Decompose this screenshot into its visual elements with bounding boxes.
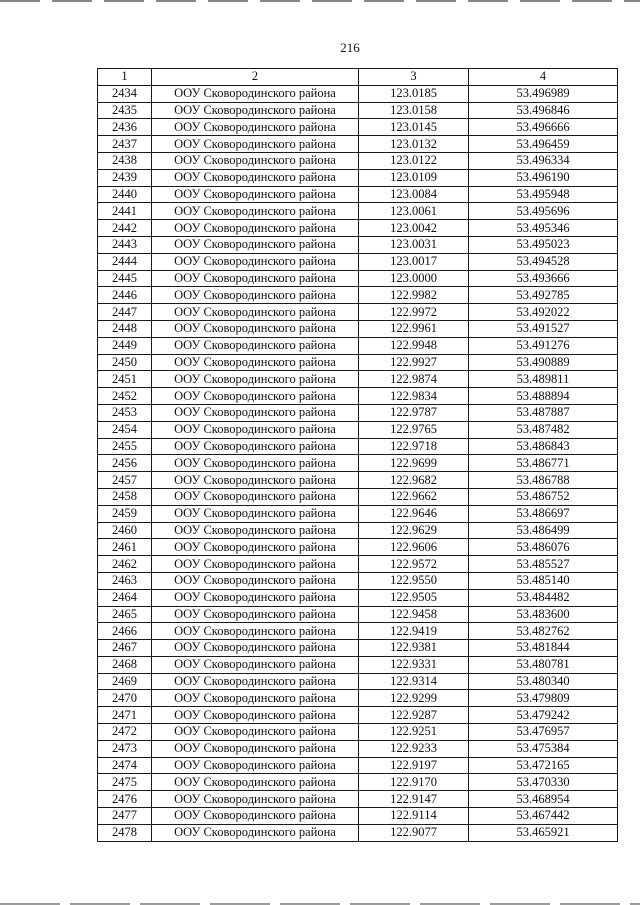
- table-row: [98, 220, 618, 237]
- table-row: [98, 757, 618, 774]
- territory-cell: ООУ Сковородинского района: [152, 673, 359, 690]
- table-row: [98, 455, 618, 472]
- table-row: [98, 724, 618, 741]
- territory-cell: ООУ Сковородинского района: [152, 438, 359, 455]
- longitude-cell: 122.9662: [359, 488, 469, 505]
- latitude-cell: 53.486752: [469, 488, 618, 505]
- latitude-cell: 53.485140: [469, 572, 618, 589]
- table-row: [98, 673, 618, 690]
- longitude-cell: 123.0017: [359, 253, 469, 270]
- table-row: [98, 270, 618, 287]
- table-row: [98, 438, 618, 455]
- longitude-cell: 123.0000: [359, 270, 469, 287]
- territory-cell: ООУ Сковородинского района: [152, 119, 359, 136]
- territory-cell: ООУ Сковородинского района: [152, 455, 359, 472]
- territory-cell: ООУ Сковородинского района: [152, 388, 359, 405]
- latitude-cell: 53.491276: [469, 337, 618, 354]
- latitude-cell: 53.487887: [469, 404, 618, 421]
- table-row: [98, 656, 618, 673]
- table-row: [98, 707, 618, 724]
- longitude-cell: 122.9629: [359, 522, 469, 539]
- longitude-cell: 122.9972: [359, 304, 469, 321]
- point-number-cell: 2434: [98, 85, 152, 102]
- point-number-cell: 2437: [98, 136, 152, 153]
- latitude-cell: 53.487482: [469, 421, 618, 438]
- table-row: [98, 505, 618, 522]
- longitude-cell: 122.9458: [359, 606, 469, 623]
- longitude-cell: 122.9948: [359, 337, 469, 354]
- point-number-cell: 2436: [98, 119, 152, 136]
- table-row: [98, 152, 618, 169]
- territory-cell: ООУ Сковородинского района: [152, 690, 359, 707]
- table-row: [98, 421, 618, 438]
- territory-cell: ООУ Сковородинского района: [152, 774, 359, 791]
- point-number-cell: 2435: [98, 102, 152, 119]
- longitude-cell: 122.9982: [359, 287, 469, 304]
- point-number-cell: 2460: [98, 522, 152, 539]
- latitude-cell: 53.484482: [469, 589, 618, 606]
- table-row: [98, 623, 618, 640]
- longitude-cell: 123.0132: [359, 136, 469, 153]
- table-row: [98, 304, 618, 321]
- longitude-cell: 122.9419: [359, 623, 469, 640]
- latitude-cell: 53.488894: [469, 388, 618, 405]
- longitude-cell: 122.9718: [359, 438, 469, 455]
- table-header-row: [98, 69, 618, 86]
- point-number-cell: 2451: [98, 371, 152, 388]
- longitude-cell: 123.0031: [359, 236, 469, 253]
- point-number-cell: 2475: [98, 774, 152, 791]
- longitude-cell: 122.9287: [359, 707, 469, 724]
- territory-cell: ООУ Сковородинского района: [152, 724, 359, 741]
- latitude-cell: 53.479242: [469, 707, 618, 724]
- longitude-cell: 123.0042: [359, 220, 469, 237]
- longitude-cell: 122.9787: [359, 404, 469, 421]
- longitude-cell: 122.9381: [359, 640, 469, 657]
- point-number-cell: 2458: [98, 488, 152, 505]
- table-row: [98, 253, 618, 270]
- territory-cell: ООУ Сковородинского района: [152, 270, 359, 287]
- point-number-cell: 2444: [98, 253, 152, 270]
- longitude-cell: 122.9197: [359, 757, 469, 774]
- longitude-cell: 122.9114: [359, 808, 469, 825]
- table-row: [98, 119, 618, 136]
- territory-cell: ООУ Сковородинского района: [152, 320, 359, 337]
- table-row: [98, 203, 618, 220]
- territory-cell: ООУ Сковородинского района: [152, 808, 359, 825]
- point-number-cell: 2443: [98, 236, 152, 253]
- point-number-cell: 2466: [98, 623, 152, 640]
- latitude-cell: 53.482762: [469, 623, 618, 640]
- point-number-cell: 2467: [98, 640, 152, 657]
- point-number-cell: 2457: [98, 472, 152, 489]
- table-row: [98, 85, 618, 102]
- point-number-cell: 2448: [98, 320, 152, 337]
- latitude-cell: 53.490889: [469, 354, 618, 371]
- point-number-cell: 2453: [98, 404, 152, 421]
- table-row: [98, 371, 618, 388]
- longitude-cell: 122.9572: [359, 556, 469, 573]
- territory-cell: ООУ Сковородинского района: [152, 287, 359, 304]
- table-row: [98, 354, 618, 371]
- latitude-cell: 53.476957: [469, 724, 618, 741]
- latitude-cell: 53.480340: [469, 673, 618, 690]
- latitude-cell: 53.495023: [469, 236, 618, 253]
- column-header-2: 2: [152, 69, 359, 86]
- point-number-cell: 2471: [98, 707, 152, 724]
- table-row: [98, 102, 618, 119]
- territory-cell: ООУ Сковородинского района: [152, 791, 359, 808]
- latitude-cell: 53.489811: [469, 371, 618, 388]
- table-row: [98, 236, 618, 253]
- coordinates-table: [97, 68, 618, 842]
- longitude-cell: 122.9874: [359, 371, 469, 388]
- point-number-cell: 2476: [98, 791, 152, 808]
- point-number-cell: 2472: [98, 724, 152, 741]
- point-number-cell: 2477: [98, 808, 152, 825]
- longitude-cell: 123.0061: [359, 203, 469, 220]
- longitude-cell: 122.9233: [359, 740, 469, 757]
- point-number-cell: 2459: [98, 505, 152, 522]
- point-number-cell: 2455: [98, 438, 152, 455]
- latitude-cell: 53.495346: [469, 220, 618, 237]
- latitude-cell: 53.496459: [469, 136, 618, 153]
- table-row: [98, 169, 618, 186]
- table-row: [98, 774, 618, 791]
- table-row: [98, 186, 618, 203]
- territory-cell: ООУ Сковородинского района: [152, 707, 359, 724]
- point-number-cell: 2464: [98, 589, 152, 606]
- territory-cell: ООУ Сковородинского района: [152, 253, 359, 270]
- territory-cell: ООУ Сковородинского района: [152, 572, 359, 589]
- table-row: [98, 740, 618, 757]
- latitude-cell: 53.486697: [469, 505, 618, 522]
- point-number-cell: 2440: [98, 186, 152, 203]
- table-row: [98, 337, 618, 354]
- page-number: 216: [340, 40, 360, 55]
- latitude-cell: 53.468954: [469, 791, 618, 808]
- point-number-cell: 2450: [98, 354, 152, 371]
- latitude-cell: 53.481844: [469, 640, 618, 657]
- territory-cell: ООУ Сковородинского района: [152, 354, 359, 371]
- point-number-cell: 2442: [98, 220, 152, 237]
- longitude-cell: 122.9646: [359, 505, 469, 522]
- latitude-cell: 53.495696: [469, 203, 618, 220]
- longitude-cell: 122.9682: [359, 472, 469, 489]
- latitude-cell: 53.486499: [469, 522, 618, 539]
- latitude-cell: 53.467442: [469, 808, 618, 825]
- table-row: [98, 472, 618, 489]
- table-row: [98, 606, 618, 623]
- latitude-cell: 53.480781: [469, 656, 618, 673]
- territory-cell: ООУ Сковородинского района: [152, 85, 359, 102]
- territory-cell: ООУ Сковородинского района: [152, 488, 359, 505]
- table-row: [98, 388, 618, 405]
- latitude-cell: 53.495948: [469, 186, 618, 203]
- table-row: [98, 522, 618, 539]
- point-number-cell: 2461: [98, 539, 152, 556]
- table-row: [98, 556, 618, 573]
- territory-cell: ООУ Сковородинского района: [152, 152, 359, 169]
- longitude-cell: 122.9331: [359, 656, 469, 673]
- column-header-4: 4: [469, 69, 618, 86]
- table-row: [98, 791, 618, 808]
- latitude-cell: 53.465921: [469, 824, 618, 841]
- table-row: [98, 404, 618, 421]
- territory-cell: ООУ Сковородинского района: [152, 404, 359, 421]
- point-number-cell: 2474: [98, 757, 152, 774]
- latitude-cell: 53.496846: [469, 102, 618, 119]
- territory-cell: ООУ Сковородинского района: [152, 640, 359, 657]
- territory-cell: ООУ Сковородинского района: [152, 169, 359, 186]
- table-row: [98, 824, 618, 841]
- territory-cell: ООУ Сковородинского района: [152, 539, 359, 556]
- longitude-cell: 122.9606: [359, 539, 469, 556]
- latitude-cell: 53.486076: [469, 539, 618, 556]
- point-number-cell: 2478: [98, 824, 152, 841]
- longitude-cell: 122.9834: [359, 388, 469, 405]
- latitude-cell: 53.470330: [469, 774, 618, 791]
- point-number-cell: 2447: [98, 304, 152, 321]
- latitude-cell: 53.475384: [469, 740, 618, 757]
- point-number-cell: 2473: [98, 740, 152, 757]
- latitude-cell: 53.494528: [469, 253, 618, 270]
- latitude-cell: 53.496666: [469, 119, 618, 136]
- longitude-cell: 122.9314: [359, 673, 469, 690]
- point-number-cell: 2454: [98, 421, 152, 438]
- latitude-cell: 53.479809: [469, 690, 618, 707]
- table-row: [98, 488, 618, 505]
- table-row: [98, 136, 618, 153]
- longitude-cell: 122.9077: [359, 824, 469, 841]
- longitude-cell: 123.0122: [359, 152, 469, 169]
- territory-cell: ООУ Сковородинского района: [152, 203, 359, 220]
- point-number-cell: 2438: [98, 152, 152, 169]
- territory-cell: ООУ Сковородинского района: [152, 740, 359, 757]
- territory-cell: ООУ Сковородинского района: [152, 623, 359, 640]
- territory-cell: ООУ Сковородинского района: [152, 505, 359, 522]
- territory-cell: ООУ Сковородинского района: [152, 824, 359, 841]
- territory-cell: ООУ Сковородинского района: [152, 656, 359, 673]
- point-number-cell: 2456: [98, 455, 152, 472]
- territory-cell: ООУ Сковородинского района: [152, 136, 359, 153]
- point-number-cell: 2439: [98, 169, 152, 186]
- longitude-cell: 122.9927: [359, 354, 469, 371]
- column-header-1: 1: [98, 69, 152, 86]
- longitude-cell: 122.9147: [359, 791, 469, 808]
- point-number-cell: 2449: [98, 337, 152, 354]
- latitude-cell: 53.486771: [469, 455, 618, 472]
- longitude-cell: 122.9765: [359, 421, 469, 438]
- table-row: [98, 539, 618, 556]
- table-row: [98, 640, 618, 657]
- longitude-cell: 123.0145: [359, 119, 469, 136]
- latitude-cell: 53.485527: [469, 556, 618, 573]
- latitude-cell: 53.486788: [469, 472, 618, 489]
- point-number-cell: 2468: [98, 656, 152, 673]
- longitude-cell: 123.0084: [359, 186, 469, 203]
- longitude-cell: 123.0109: [359, 169, 469, 186]
- territory-cell: ООУ Сковородинского района: [152, 337, 359, 354]
- latitude-cell: 53.486843: [469, 438, 618, 455]
- latitude-cell: 53.472165: [469, 757, 618, 774]
- point-number-cell: 2463: [98, 572, 152, 589]
- longitude-cell: 122.9299: [359, 690, 469, 707]
- territory-cell: ООУ Сковородинского района: [152, 556, 359, 573]
- territory-cell: ООУ Сковородинского района: [152, 186, 359, 203]
- table-row: [98, 808, 618, 825]
- latitude-cell: 53.483600: [469, 606, 618, 623]
- longitude-cell: 123.0158: [359, 102, 469, 119]
- latitude-cell: 53.496190: [469, 169, 618, 186]
- longitude-cell: 122.9550: [359, 572, 469, 589]
- scan-edge-top: [0, 0, 640, 2]
- longitude-cell: 122.9505: [359, 589, 469, 606]
- table-row: [98, 287, 618, 304]
- territory-cell: ООУ Сковородинского района: [152, 220, 359, 237]
- table-row: [98, 320, 618, 337]
- point-number-cell: 2465: [98, 606, 152, 623]
- point-number-cell: 2469: [98, 673, 152, 690]
- longitude-cell: 122.9170: [359, 774, 469, 791]
- table-body: [98, 85, 618, 841]
- territory-cell: ООУ Сковородинского района: [152, 371, 359, 388]
- territory-cell: ООУ Сковородинского района: [152, 421, 359, 438]
- territory-cell: ООУ Сковородинского района: [152, 102, 359, 119]
- table-row: [98, 572, 618, 589]
- point-number-cell: 2452: [98, 388, 152, 405]
- territory-cell: ООУ Сковородинского района: [152, 236, 359, 253]
- point-number-cell: 2462: [98, 556, 152, 573]
- point-number-cell: 2470: [98, 690, 152, 707]
- point-number-cell: 2441: [98, 203, 152, 220]
- table-row: [98, 589, 618, 606]
- latitude-cell: 53.496334: [469, 152, 618, 169]
- column-header-3: 3: [359, 69, 469, 86]
- latitude-cell: 53.496989: [469, 85, 618, 102]
- longitude-cell: 122.9699: [359, 455, 469, 472]
- latitude-cell: 53.493666: [469, 270, 618, 287]
- territory-cell: ООУ Сковородинского района: [152, 472, 359, 489]
- territory-cell: ООУ Сковородинского района: [152, 589, 359, 606]
- territory-cell: ООУ Сковородинского района: [152, 304, 359, 321]
- latitude-cell: 53.491527: [469, 320, 618, 337]
- territory-cell: ООУ Сковородинского района: [152, 757, 359, 774]
- territory-cell: ООУ Сковородинского района: [152, 606, 359, 623]
- point-number-cell: 2445: [98, 270, 152, 287]
- territory-cell: ООУ Сковородинского района: [152, 522, 359, 539]
- latitude-cell: 53.492022: [469, 304, 618, 321]
- longitude-cell: 122.9961: [359, 320, 469, 337]
- longitude-cell: 122.9251: [359, 724, 469, 741]
- longitude-cell: 123.0185: [359, 85, 469, 102]
- table-row: [98, 690, 618, 707]
- point-number-cell: 2446: [98, 287, 152, 304]
- latitude-cell: 53.492785: [469, 287, 618, 304]
